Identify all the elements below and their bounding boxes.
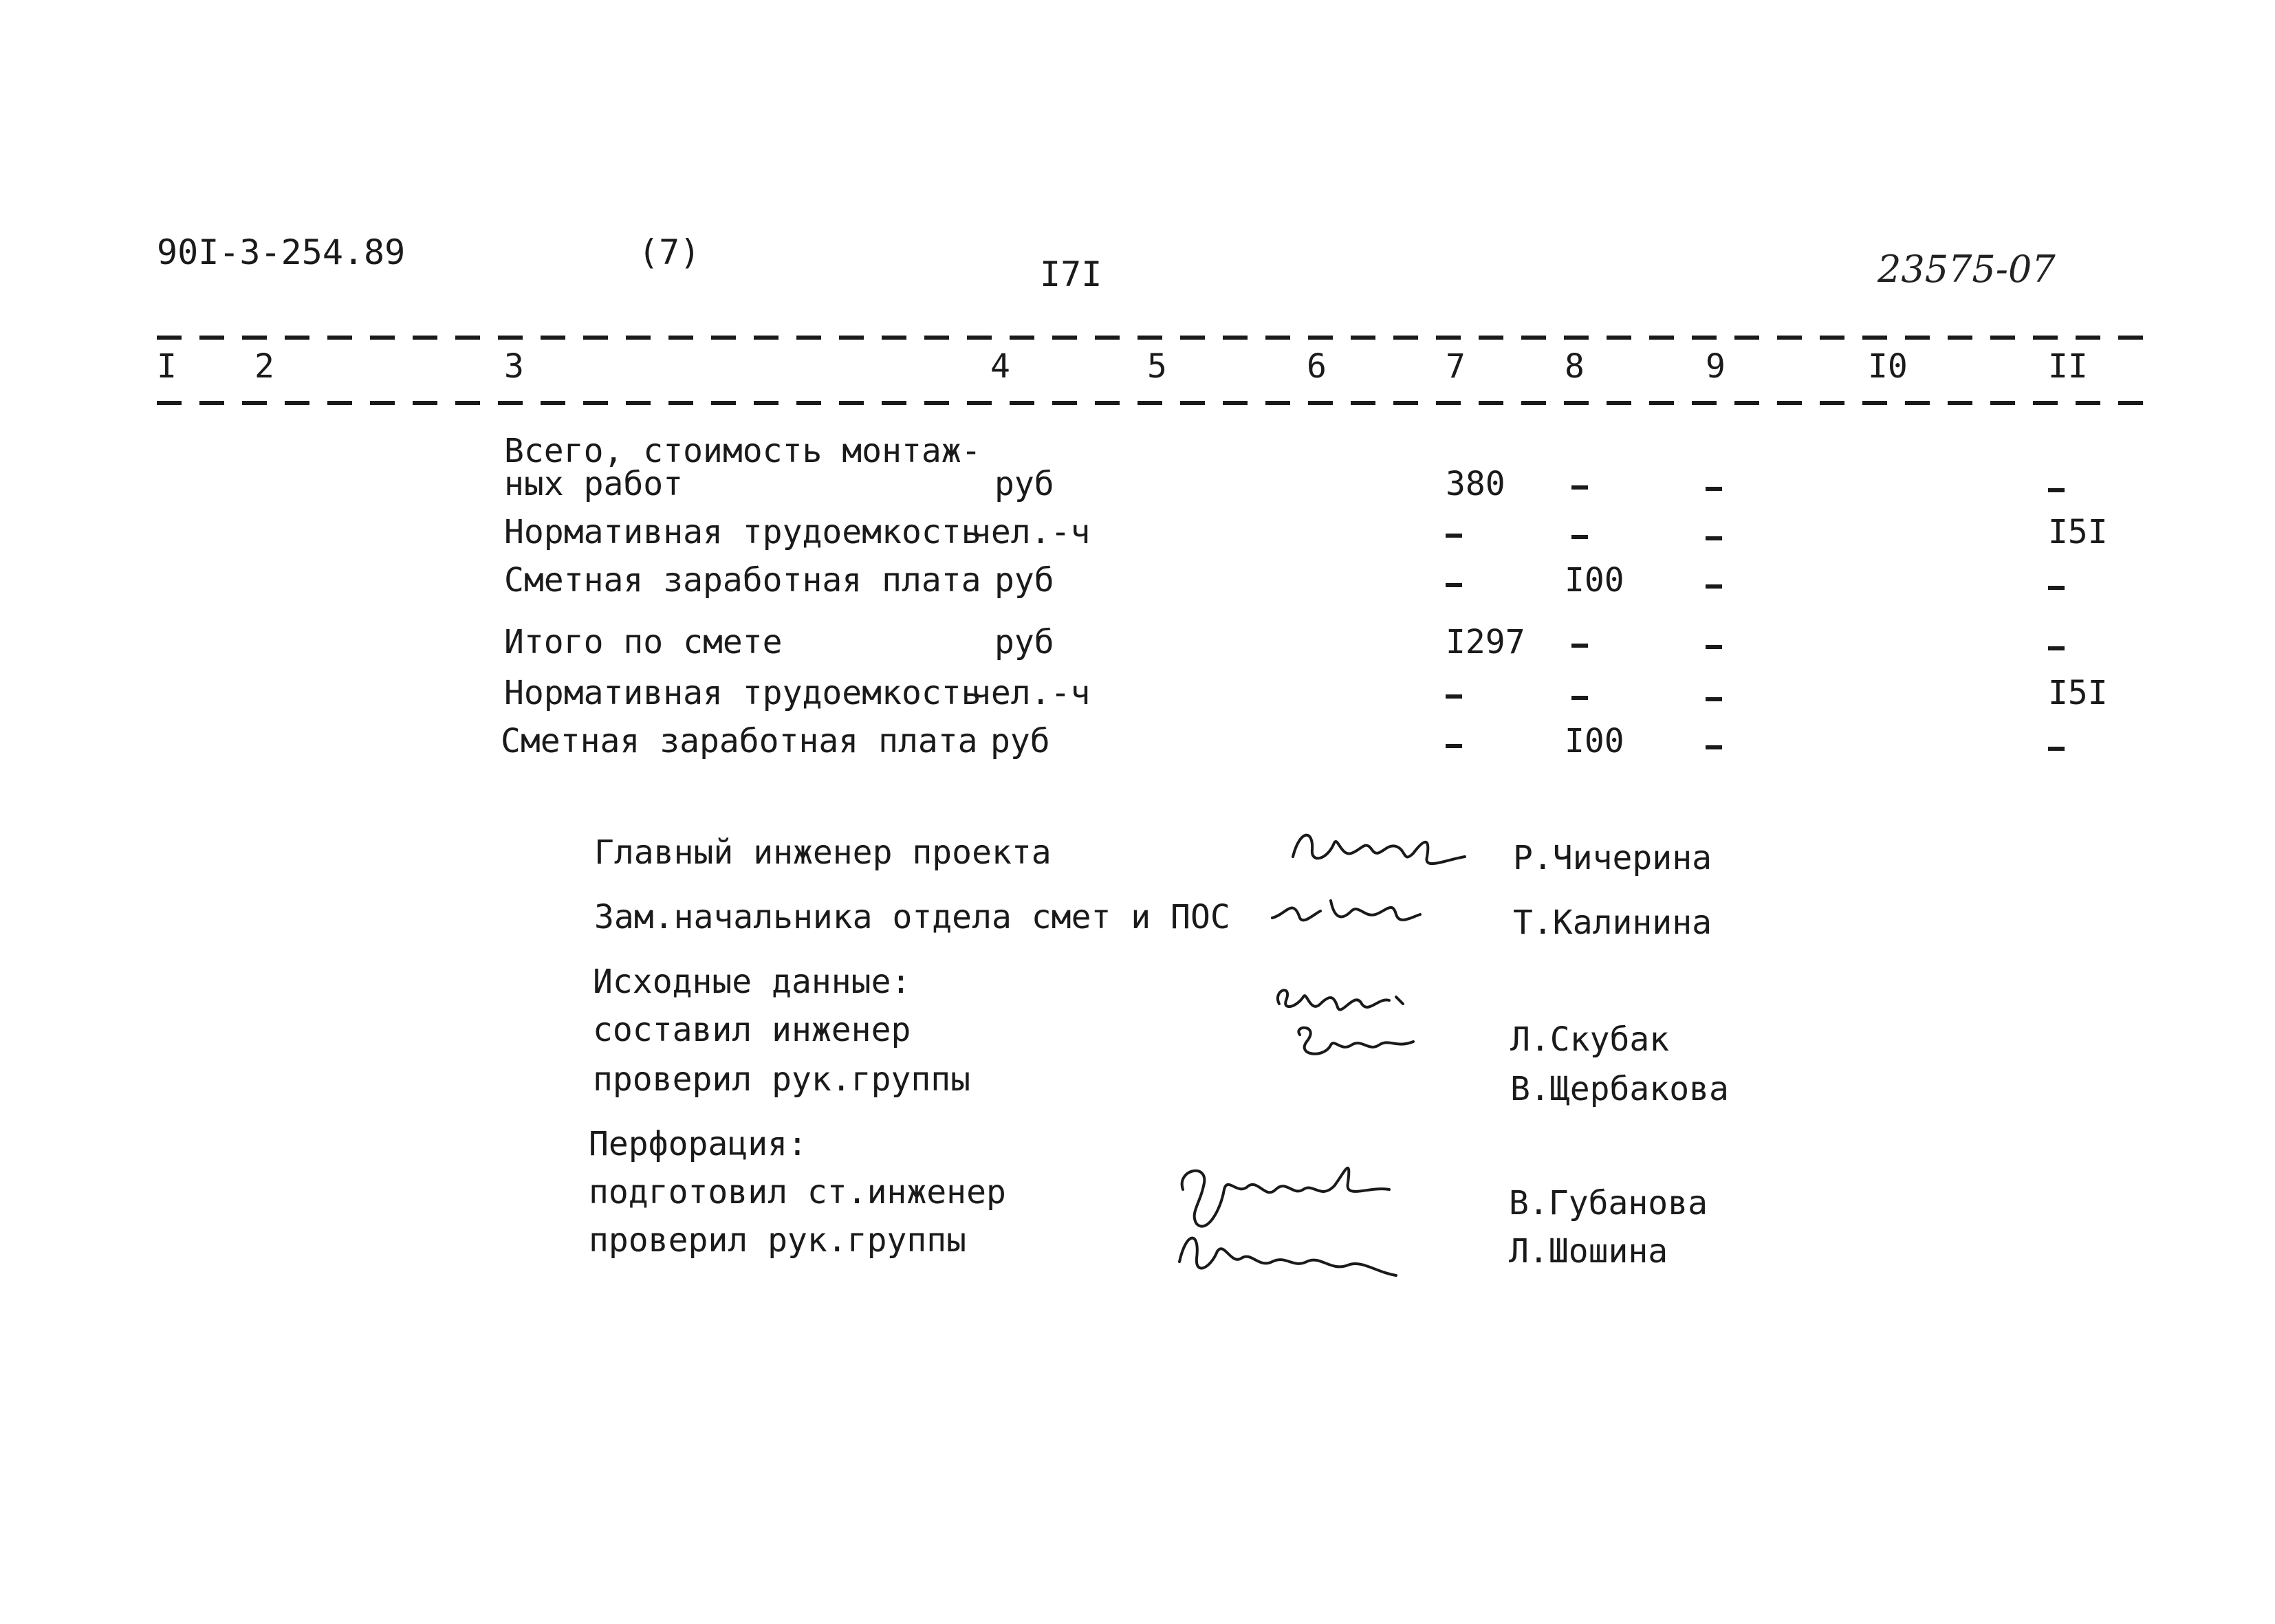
row-1-col9-dash bbox=[1706, 487, 1722, 491]
row-2-col11: I5I bbox=[2048, 513, 2108, 551]
header-rule-bottom bbox=[157, 401, 2151, 405]
page-number: I7I bbox=[1040, 254, 1102, 294]
row-2-col9-dash bbox=[1706, 536, 1722, 540]
checked2-label: проверил рук.группы bbox=[589, 1221, 967, 1260]
row-1-name-line1: Всего, стоимость монтаж- bbox=[504, 432, 981, 470]
col-header-5: 5 bbox=[1147, 347, 1167, 386]
row-1-col11-dash bbox=[2048, 488, 2065, 492]
header-rule-top bbox=[157, 336, 2151, 340]
row-1-col7: 380 bbox=[1446, 465, 1505, 503]
row-3-col8: I00 bbox=[1565, 561, 1624, 600]
signature-kalinina bbox=[1265, 887, 1424, 935]
row-5-col11: I5I bbox=[2048, 674, 2108, 712]
col-header-4: 4 bbox=[990, 347, 1010, 386]
row-5-unit: чел.-ч bbox=[971, 674, 1091, 712]
chief-engineer-name: Р.Чичерина bbox=[1513, 839, 1712, 877]
row-2-col7-dash bbox=[1446, 534, 1462, 538]
row-2-col8-dash bbox=[1571, 535, 1588, 539]
perforation-label: Перфорация: bbox=[589, 1125, 807, 1163]
document-code: 90I-3-254.89 bbox=[157, 232, 406, 272]
row-5-col7-dash bbox=[1446, 694, 1462, 699]
row-6-col7-dash bbox=[1446, 744, 1462, 748]
checked2-name: Л.Шошина bbox=[1509, 1232, 1668, 1271]
row-5-name: Нормативная трудоемкость bbox=[504, 674, 981, 712]
row-3-unit: руб bbox=[994, 561, 1054, 600]
checked1-name: В.Щербакова bbox=[1510, 1070, 1729, 1108]
row-4-name: Итого по смете bbox=[504, 623, 783, 661]
row-6-unit: руб bbox=[990, 722, 1050, 760]
signature-gubanova bbox=[1169, 1148, 1403, 1293]
row-2-unit: чел.-ч bbox=[971, 513, 1091, 551]
col-header-2: 2 bbox=[254, 347, 274, 386]
row-6-col8: I00 bbox=[1565, 722, 1624, 760]
row-4-col9-dash bbox=[1706, 645, 1722, 649]
col-header-10: I0 bbox=[1868, 347, 1908, 386]
col-header-6: 6 bbox=[1307, 347, 1327, 386]
row-2-name: Нормативная трудоемкость bbox=[504, 513, 981, 551]
row-4-col8-dash bbox=[1571, 644, 1588, 648]
signature-skubak bbox=[1265, 976, 1437, 1079]
prepared-name: В.Губанова bbox=[1509, 1184, 1708, 1222]
row-5-col9-dash bbox=[1706, 697, 1722, 701]
row-3-col11-dash bbox=[2048, 586, 2065, 590]
section-number: (7) bbox=[638, 232, 701, 272]
col-header-1: I bbox=[157, 347, 177, 386]
prepared-label: подготовил ст.инженер bbox=[589, 1173, 1006, 1211]
col-header-3: 3 bbox=[504, 347, 524, 386]
col-header-8: 8 bbox=[1565, 347, 1585, 386]
row-4-unit: руб bbox=[994, 623, 1054, 661]
row-6-col9-dash bbox=[1706, 745, 1722, 749]
col-header-7: 7 bbox=[1446, 347, 1466, 386]
row-3-col9-dash bbox=[1706, 584, 1722, 589]
row-1-name-line2: ных работ bbox=[504, 465, 684, 503]
row-6-col11-dash bbox=[2048, 747, 2065, 751]
row-6-name: Сметная заработная плата bbox=[501, 722, 978, 760]
compiled-name: Л.Скубак bbox=[1510, 1020, 1670, 1059]
deputy-label: Зам.начальника отдела смет и ПОС bbox=[594, 898, 1230, 936]
row-5-col8-dash bbox=[1571, 696, 1588, 700]
row-4-col11-dash bbox=[2048, 646, 2065, 650]
chief-engineer-label: Главный инженер проекта bbox=[594, 833, 1052, 872]
compiled-label: составил инженер bbox=[593, 1011, 911, 1049]
row-1-col8-dash bbox=[1571, 485, 1588, 490]
handwritten-code: 23575-07 bbox=[1877, 248, 2056, 291]
source-data-label: Исходные данные: bbox=[593, 963, 911, 1001]
checked1-label: проверил рук.группы bbox=[593, 1060, 971, 1099]
row-3-col7-dash bbox=[1446, 583, 1462, 587]
row-4-col7: I297 bbox=[1446, 623, 1525, 661]
col-header-9: 9 bbox=[1706, 347, 1726, 386]
deputy-name: Т.Калинина bbox=[1513, 903, 1712, 942]
col-header-11: II bbox=[2048, 347, 2088, 386]
row-3-name: Сметная заработная плата bbox=[504, 561, 981, 600]
row-1-unit: руб bbox=[994, 465, 1054, 503]
signature-chicherina bbox=[1286, 822, 1472, 877]
